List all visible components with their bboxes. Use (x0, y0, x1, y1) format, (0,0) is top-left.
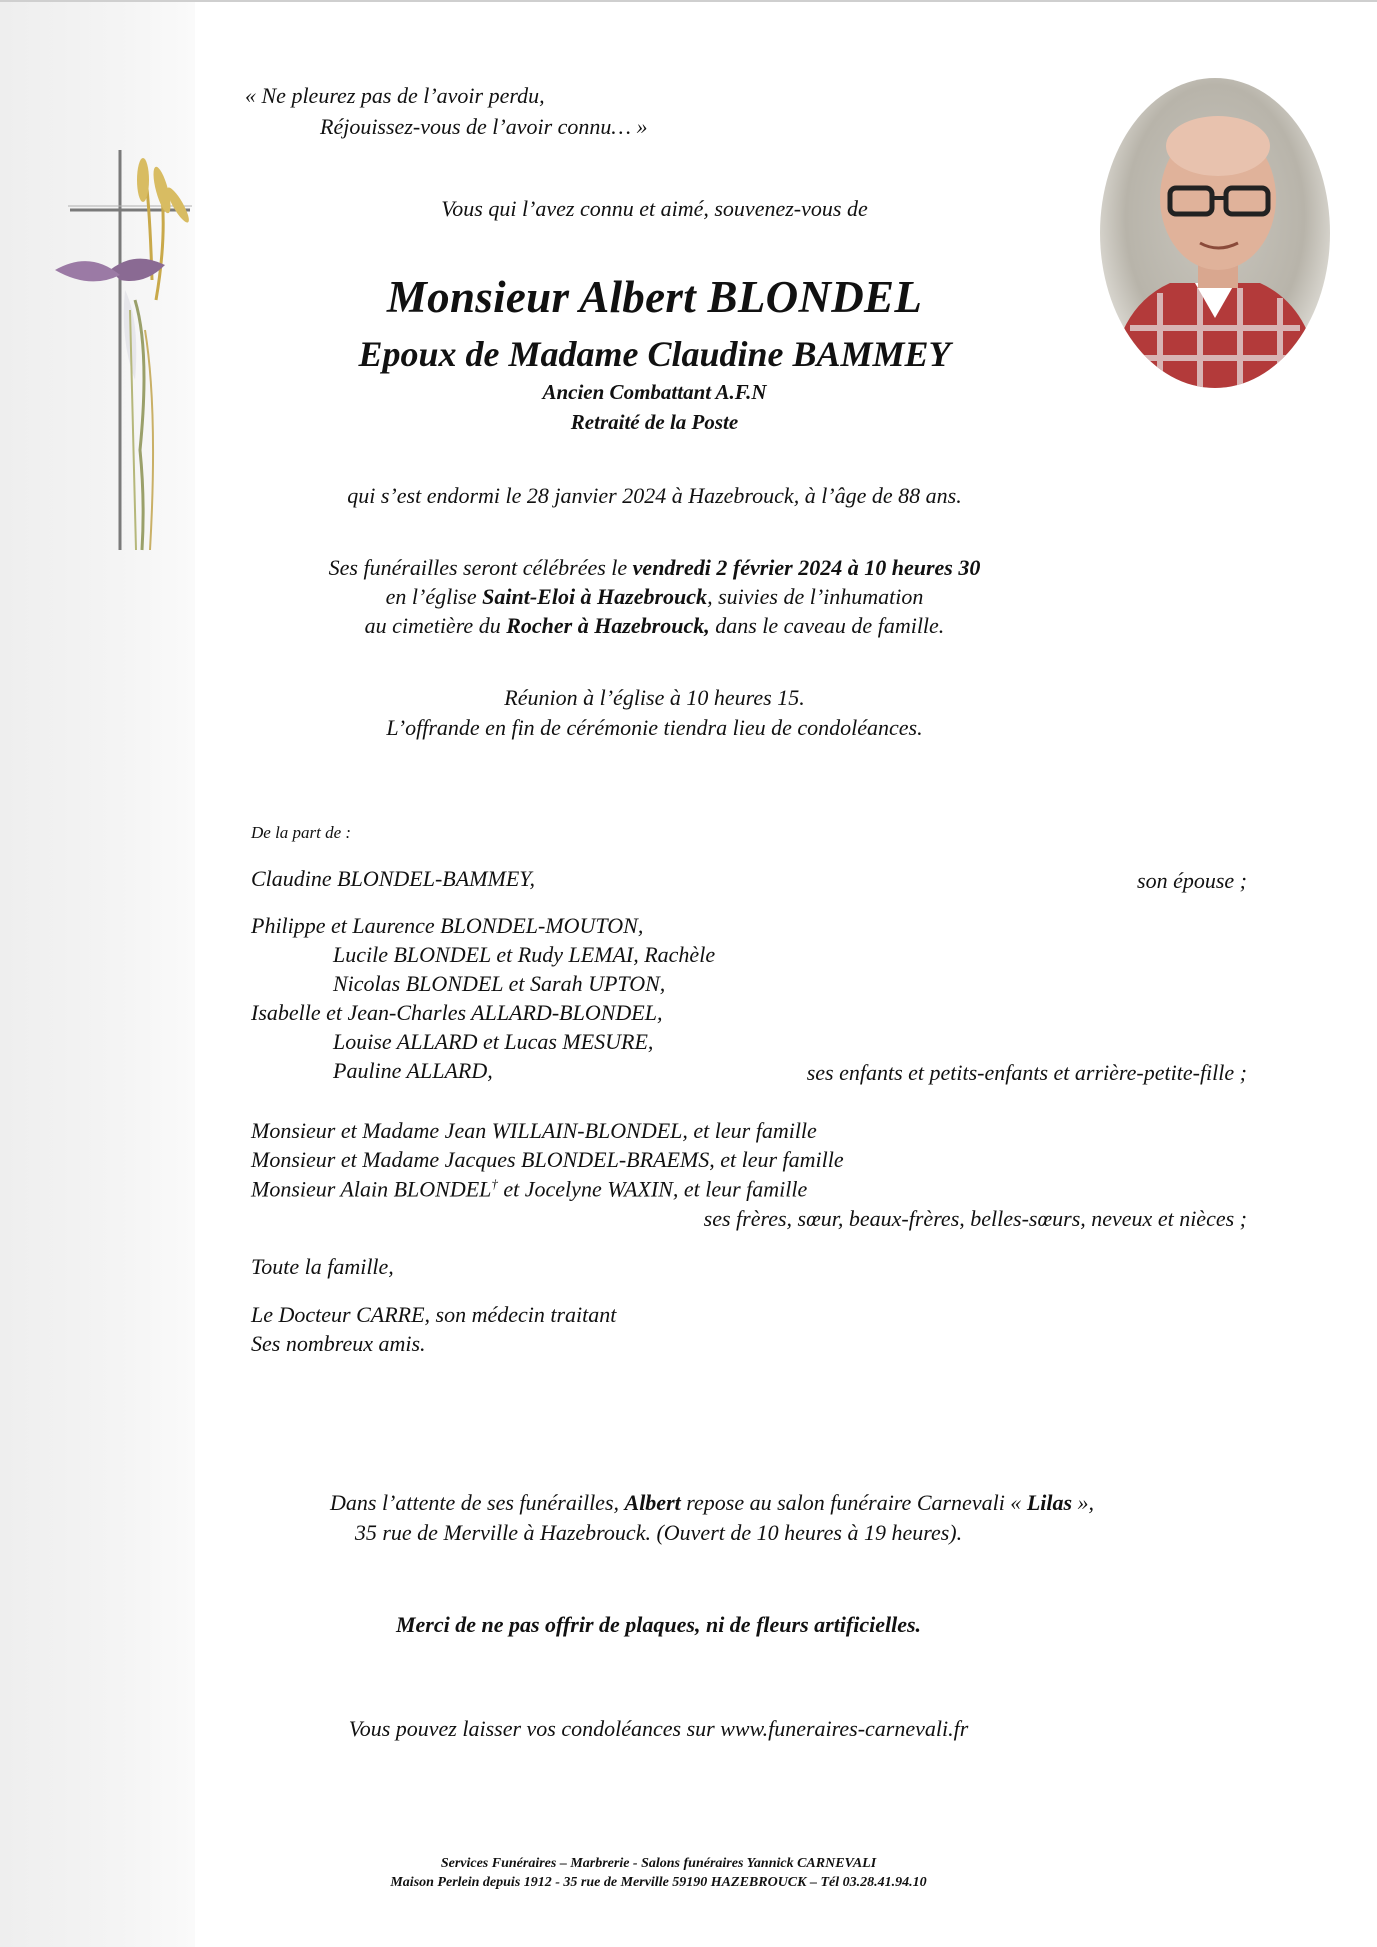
rest-first-name: Albert (624, 1490, 681, 1515)
friends-line: Ses nombreux amis. (251, 1331, 426, 1356)
deceased-mark: † (491, 1176, 498, 1191)
funeral-cemetery: Rocher à Hazebrouck, (506, 613, 710, 638)
reunion-line-2: L’offrande en fin de cérémonie tiendra lieu de condoléances. (386, 715, 923, 740)
child-line: Nicolas BLONDEL et Sarah UPTON, (333, 971, 666, 996)
rest-salon-name: Lilas (1026, 1490, 1073, 1515)
all-family: Toute la famille, (251, 1254, 394, 1279)
doctor-line: Le Docteur CARRE, son médecin traitant (251, 1302, 617, 1327)
funeral-date: vendredi 2 février 2024 à 10 heures 30 (632, 555, 981, 580)
death-announcement: qui s’est endormi le 28 janvier 2024 à Hazebrouck, à l’âge de 88 ans. (347, 483, 962, 508)
siblings-relation: ses frères, sœur, beaux-frères, belles-sœurs, neveux et nièces ; (703, 1206, 1247, 1231)
spouse-relation: son épouse ; (1137, 868, 1247, 893)
child-line: Lucile BLONDEL et Rudy LEMAI, Rachèle (333, 942, 716, 967)
sibling-deceased-name: Monsieur Alain BLONDEL (251, 1176, 492, 1202)
condolences-line: Vous pouvez laisser vos condoléances sur www.funeraires-carnevali.fr (348, 1716, 969, 1741)
rest-line-1-tail: », (1072, 1490, 1095, 1515)
child-line: Pauline ALLARD, (333, 1058, 493, 1083)
child-line: Philippe et Laurence BLONDEL-MOUTON, (251, 913, 644, 938)
funeral-line-1 (0, 555, 1343, 581)
funeral-line-2-text: en l’église (385, 584, 483, 609)
child-line: Louise ALLARD et Lucas MESURE, (333, 1029, 654, 1054)
no-flowers-notice: Merci de ne pas offrir de plaques, ni de fleurs artificielles. (395, 1612, 922, 1637)
reunion-line-1: Réunion à l’église à 10 heures 15. (504, 685, 805, 710)
spouse-name: Claudine BLONDEL-BAMMEY, (251, 866, 535, 891)
funeral-line-3 (0, 613, 1343, 639)
intro-text: Vous qui l’avez connu et aimé, souvenez-vous de (441, 196, 868, 221)
quote-line-2: Réjouissez-vous de l’avoir connu… » (320, 114, 648, 139)
from-label: De la part de : (251, 823, 352, 842)
rest-line-2: 35 rue de Merville à Hazebrouck. (Ouvert de 10 heures à 19 heures). (354, 1520, 963, 1545)
title-retired: Retraité de la Poste (570, 410, 739, 434)
rest-line-1-mid: repose au salon funéraire Carnevali « (680, 1490, 1027, 1515)
sibling-partner: et Jocelyne WAXIN, et leur famille (503, 1176, 808, 1202)
sibling-line (251, 1176, 807, 1202)
funeral-line-2 (0, 584, 1343, 610)
rest-line-1-text: Dans l’attente de ses funérailles, (330, 1490, 625, 1515)
title-veteran: Ancien Combattant A.F.N (542, 380, 767, 404)
sibling-line: Monsieur et Madame Jacques BLONDEL-BRAEMS, et leur famille (251, 1147, 844, 1172)
funeral-line-3-text: au cimetière du (364, 613, 507, 638)
footer-line-1: Services Funéraires – Marbrerie - Salons funéraires Yannick CARNEVALI (440, 1856, 877, 1871)
top-rule (0, 0, 1377, 2)
rest-line-1 (330, 1490, 1094, 1516)
child-line: Isabelle et Jean-Charles ALLARD-BLONDEL, (251, 1000, 663, 1025)
funeral-church: Saint-Eloi à Hazebrouck (482, 584, 708, 609)
funeral-line-2-tail: , suivies de l’inhumation (707, 584, 924, 609)
funeral-line-3-tail: dans le caveau de famille. (709, 613, 945, 638)
footer-line-2: Maison Perlein depuis 1912 - 35 rue de Merville 59190 HAZEBROUCK – Tél 03.28.41.94.10 (390, 1875, 927, 1890)
funeral-line-1-text: Ses funérailles seront célébrées le (328, 555, 633, 580)
spouse-line: Epoux de Madame Claudine BAMMEY (358, 334, 951, 374)
sibling-line: Monsieur et Madame Jean WILLAIN-BLONDEL, et leur famille (251, 1118, 817, 1143)
quote-line-1: « Ne pleurez pas de l’avoir perdu, (245, 83, 545, 108)
deceased-name: Monsieur Albert BLONDEL (386, 272, 923, 322)
children-relation: ses enfants et petits-enfants et arrière-petite-fille ; (806, 1060, 1247, 1085)
